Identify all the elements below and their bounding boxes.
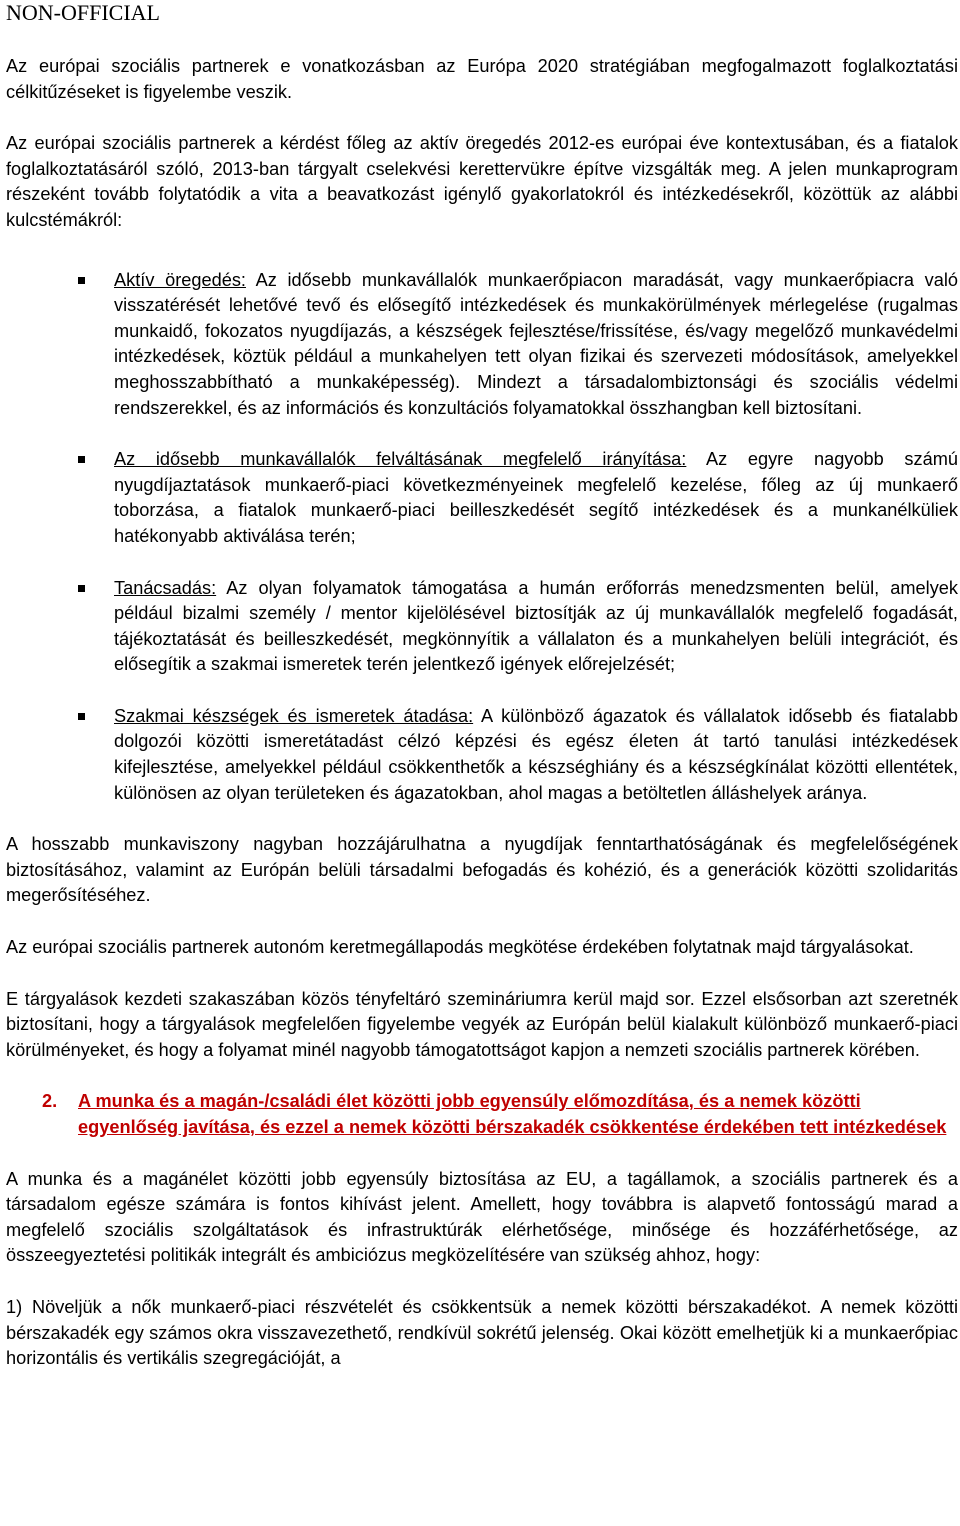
paragraph-negotiations: Az európai szociális partnerek autonóm keretmegállapodás megkötése érdekében folytatnak majd tárgyalásokat. xyxy=(6,937,914,958)
paragraph-seminar: E tárgyalások kezdeti szakaszában közös tényfeltáró szemináriumra kerül majd sor. Ezzel elsősorban azt szeretnék biztosítani, hogy a tárgyalások megfelelően figyelembe vegyék az Európán belül kialakult különböző munkaerő-piaci körülményeket, és hogy a folyamat minél nagyobb támogatottságot kapjon a nemzeti szociális partnerek körében. xyxy=(6,988,958,1060)
list-item xyxy=(6,268,958,422)
square-bullet-icon xyxy=(78,585,85,592)
paragraph-work-life-balance: A munka és a magánélet közötti jobb egyensúly biztosítása az EU, a tagállamok, a szociális partnerek és a társadalom egésze számára is fontos kihívást jelent. Amellett, hogy továbbra is alapvető fontosságú marad a megfelelő szociális szolgáltatások és infrastruktúrák elérhetősége, minősége és hozzáférhetősége, az összeegyeztetési politikák integrált és ambiciózus megközelítésére van szükség ahhoz, hogy: xyxy=(6,1168,958,1266)
document-page xyxy=(6,0,958,1372)
square-bullet-icon xyxy=(78,713,85,720)
list-item xyxy=(6,576,958,678)
square-bullet-icon xyxy=(78,456,85,463)
paragraph-europe-2020: Az európai szociális partnerek e vonatkozásban az Európa 2020 stratégiában megfogalmazott foglalkoztatási célkitűzéseket is figyelembe veszik. xyxy=(6,56,958,102)
list-item-title: Szakmai készségek és ismeretek átadása: xyxy=(114,705,474,726)
list-item-title: Az idősebb munkavállalók felváltásának megfelelő irányítása: xyxy=(114,449,687,470)
paragraph-key-topics-intro: Az európai szociális partnerek a kérdést főleg az aktív öregedés 2012-es európai éve kontextusában, és a fiatalok foglalkoztatásáról szóló, 2013-ban tárgyalt cselekvési kerettervükre építve vizsgálták meg. A jelen munkaprogram részeként tovább folytatódik a vita a beavatkozást igénylő gyakorlatokról és intézkedésekről, közöttük az alábbi kulcstémákról: xyxy=(6,133,958,230)
list-item-title: Aktív öregedés: xyxy=(114,269,246,290)
square-bullet-icon xyxy=(78,277,85,284)
paragraph-longer-employment: A hosszabb munkaviszony nagyban hozzájárulhatna a nyugdíjak fenntarthatóságának és megfelelőségének biztosításához, valamint az Európán belüli társadalmi befogadás és kohézió, és a generációk közötti szolidaritás megerősítéséhez. xyxy=(6,834,958,906)
key-topics-list xyxy=(6,268,958,807)
list-item-title: Tanácsadás: xyxy=(114,577,217,598)
section-number: 2. xyxy=(42,1091,58,1112)
classification-header: NON-OFFICIAL xyxy=(6,0,160,25)
list-item-text: Az egyre nagyobb számú nyugdíjaztatások munkaerő-piaci következményeinek megfelelő kezelése, főleg az új munkaerő toborzása, a fiatalok munkaerő-piaci beilleszkedését segítő intézkedések és a munkanélküliek hatékonyabb aktiválása terén; xyxy=(114,449,958,546)
section-title: A munka és a magán-/családi élet közötti jobb egyensúly előmozdítása, és a nemek közötti egyenlőség javítása, és ezzel a nemek közötti bérszakadék csökkentése érdekében tett intézkedések xyxy=(78,1091,947,1137)
paragraph-womens-participation: 1) Növeljük a nők munkaerő-piaci részvételét és csökkentsük a nemek közötti bérszakadékot. A nemek közötti bérszakadék egy számos okra visszavezethető, rendkívül sokrétű jelenség. Okai között emelhetjük ki a munkaerőpiac horizontális és vertikális szegregációját, a xyxy=(6,1296,958,1369)
list-item xyxy=(6,704,958,806)
list-item xyxy=(6,447,958,549)
list-item-text: Az olyan folyamatok támogatása a humán erőforrás menedzsmenten belül, amelyek például bizalmi személy / mentor kijelölésével biztosítják az új munkavállalók megfelelő fogadását, tájékoztatását és beilleszkedését, megkönnyítik a vállalaton és a munkahelyen belüli integrációt, és elősegítik a szakmai ismeretek terén jelentkező igények előrejelzését; xyxy=(114,577,958,675)
list-item-text: A különböző ágazatok és vállalatok idősebb és fiatalabb dolgozói közötti ismeretátadást célzó képzési és egész életen át tartó tanulási intézkedések kifejlesztése, amelyekkel például csökkenthetők a készséghiány és a készségkínálat közötti ellentétek, különösen az olyan területeken és ágazatokban, ahol magas a betöltetlen álláshelyek aránya. xyxy=(114,705,958,803)
list-item-text: Az idősebb munkavállalók munkaerőpiacon maradását, vagy munkaerőpiacra való visszatérését lehetővé tevő és elősegítő intézkedések és munkakörülmények mérlegelése (rugalmas munkaidő, fokozatos nyugdíjazás, a készségek fejlesztése/frissítése, és/vagy megelőző munkavédelmi intézkedések, köztük például a munkahelyen tett olyan fizikai és szervezeti módosítások, amelyekkel meghosszabbítható a munkaképesség). Mindezt a társadalombiztonsági és szociális védelmi rendszerekkel, és az információs és konzultációs folyamatokkal összhangban kell biztosítani. xyxy=(114,269,958,418)
section-heading xyxy=(6,1089,958,1140)
